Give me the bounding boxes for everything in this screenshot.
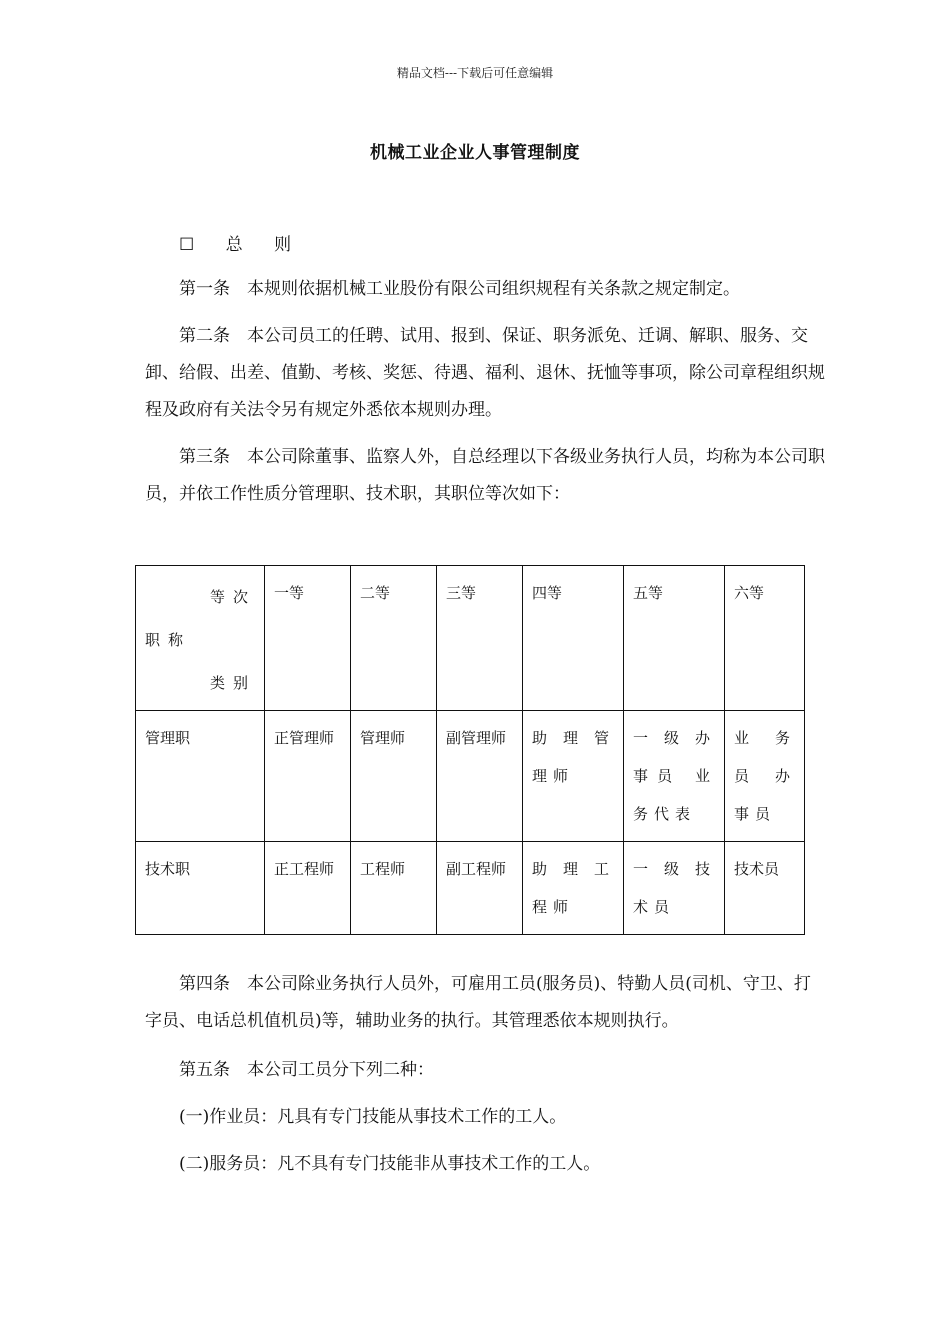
article-4: 第四条 本公司除业务执行人员外，可雇用工员(服务员)、特勤人员(司机、守卫、打字员、电话总机值机员)等，辅助业务的执行。其管理悉依本规则执行。 bbox=[145, 974, 811, 1031]
section-label-1: 总 bbox=[225, 235, 243, 255]
corner-grade-label: 等次 bbox=[209, 588, 256, 606]
table-corner-cell bbox=[136, 566, 265, 711]
table-cell: 副工程师 bbox=[437, 842, 523, 935]
article-1: 第一条 本规则依据机械工业股份有限公司组织规程有关条款之规定制定。 bbox=[179, 279, 740, 299]
table-cell: 助理工程师 bbox=[523, 842, 624, 935]
clause-2: (二)服务员：凡不具有专门技能非从事技术工作的工人。 bbox=[179, 1154, 601, 1174]
table-cell: 正管理师 bbox=[265, 711, 351, 842]
corner-category-label: 类别 bbox=[209, 674, 256, 692]
table-cell: 技术员 bbox=[725, 842, 805, 935]
article-3: 第三条 本公司除董事、监察人外，自总经理以下各级业务执行人员，均称为本公司职员，并依工作性质分管理职、技术职，其职位等次如下： bbox=[145, 447, 825, 504]
table-cell: 业务员 办事员 bbox=[725, 711, 805, 842]
table-header-row bbox=[136, 566, 805, 711]
checkbox-marker: ☐ bbox=[179, 235, 195, 255]
table-cell: 管理师 bbox=[351, 711, 437, 842]
table-cell: 助理管理师 bbox=[523, 711, 624, 842]
section-label-2: 则 bbox=[274, 235, 292, 255]
grade-header: 一等 bbox=[265, 566, 351, 711]
table-cell: 工程师 bbox=[351, 842, 437, 935]
table-cell: 一级技术员 bbox=[624, 842, 725, 935]
grade-header: 六等 bbox=[725, 566, 805, 711]
grade-header: 三等 bbox=[437, 566, 523, 711]
section-heading bbox=[179, 230, 317, 255]
page-header: 精品文档---下载后可任意编辑 bbox=[396, 66, 554, 80]
category-cell: 管理职 bbox=[136, 711, 265, 842]
table-cell: 正工程师 bbox=[265, 842, 351, 935]
grade-header: 四等 bbox=[523, 566, 624, 711]
grade-header: 五等 bbox=[624, 566, 725, 711]
grade-header: 二等 bbox=[351, 566, 437, 711]
table-row bbox=[136, 711, 805, 842]
article-2: 第二条 本公司员工的任聘、试用、报到、保证、职务派免、迁调、解职、服务、交卸、给假、出差、值勤、考核、奖惩、待遇、福利、退休、抚恤等事项，除公司章程组织规程及政府有关法令另有规定外悉依本规则办理。 bbox=[145, 326, 825, 420]
table-cell: 一级办事员 业务代表 bbox=[624, 711, 725, 842]
corner-title-label: 职称 bbox=[145, 631, 192, 649]
table-cell: 副管理师 bbox=[437, 711, 523, 842]
grade-table bbox=[135, 565, 805, 935]
clause-1: (一)作业员：凡具有专门技能从事技术工作的工人。 bbox=[179, 1107, 567, 1127]
category-cell: 技术职 bbox=[136, 842, 265, 935]
document-title: 机械工业企业人事管理制度 bbox=[370, 143, 580, 163]
table-row bbox=[136, 842, 805, 935]
article-5: 第五条 本公司工员分下列二种： bbox=[179, 1060, 434, 1080]
